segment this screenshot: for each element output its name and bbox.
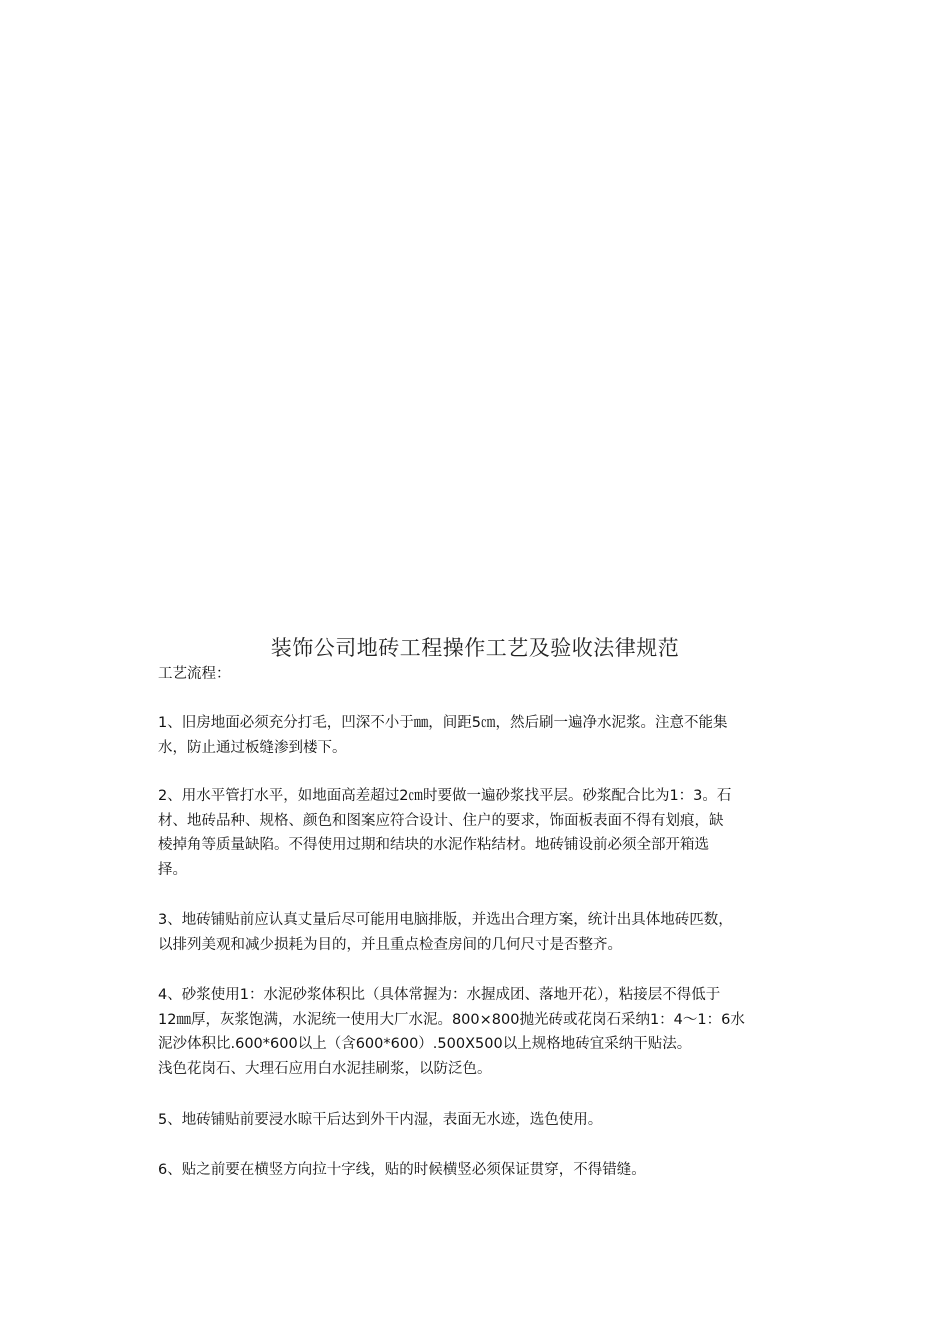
paragraph-line: 材、地砖品种、规格、颜色和图案应符合设计、住户的要求，饰面板表面不得有划痕，缺	[158, 812, 724, 829]
paragraph-line: 6、贴之前要在横竖方向拉十字线，贴的时候横竖必须保证贯穿，不得错缝。	[158, 1162, 646, 1178]
paragraph-1	[158, 711, 798, 760]
paragraph-line: 择。	[158, 861, 187, 878]
paragraph-line: 浅色花岗石、大理石应用白水泥挂刷浆，以防泛色。	[158, 1060, 492, 1077]
paragraph-4	[158, 983, 798, 1081]
paragraph-line: 以排列美观和减少损耗为目的，并且重点检查房间的几何尺寸是否整齐。	[158, 936, 622, 953]
document-title: 装饰公司地砖工程操作工艺及验收法律规范	[270, 636, 680, 660]
paragraph-line: 泥沙体积比.600*600以上（含600*600）.500X500以上规格地砖宜采纳干贴法。	[158, 1036, 692, 1052]
paragraph-2	[158, 784, 798, 882]
paragraph-line: 3、地砖铺贴前应认真丈量后尽可能用电脑排版，并选出合理方案，统计出具体地砖匹数，	[158, 912, 733, 928]
paragraph-line: 12㎜厚，灰浆饱满，水泥统一使用大厂水泥。800×800抛光砖或花岗石采纳1：4〜1：6水	[158, 1011, 745, 1028]
paragraph-5	[158, 1108, 798, 1133]
paragraph-line: 水，防止通过板缝渗到楼下。	[158, 739, 347, 756]
paragraph-line: 5、地砖铺贴前要浸水晾干后达到外干内湿，表面无水迹，选色使用。	[158, 1112, 603, 1128]
paragraph-3	[158, 908, 798, 957]
paragraph-line: 1、旧房地面必须充分打毛，凹深不小于㎜，间距5㎝，然后刷一遍净水泥浆。注意不能集	[158, 715, 728, 731]
paragraph-line: 棱掉角等质量缺陷。不得使用过期和结块的水泥作粘结材。地砖铺设前必须全部开箱选	[158, 837, 709, 853]
paragraph-line: 2、用水平管打水平，如地面高差超过2㎝时要做一遍砂浆找平层。砂浆配合比为1：3。石	[158, 788, 732, 804]
paragraph-line: 4、砂浆使用1：水泥砂浆体积比（具体常握为：水握成团、落地开花），粘接层不得低于	[158, 987, 721, 1003]
section-label: 工艺流程：	[158, 666, 231, 682]
paragraph-6	[158, 1158, 798, 1183]
